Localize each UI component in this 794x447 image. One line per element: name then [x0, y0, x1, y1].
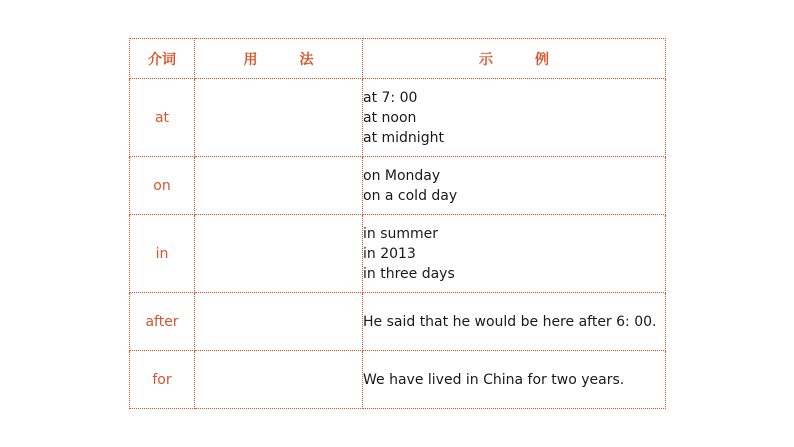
example-line: on a cold day: [363, 187, 458, 204]
preposition-table: [129, 38, 666, 409]
table-row: [130, 351, 666, 409]
example-cell: [363, 351, 666, 409]
header-usage: [195, 39, 363, 79]
example-line: at noon: [363, 109, 417, 126]
header-usage-char-2: 法: [299, 51, 314, 68]
header-preposition: 介词: [130, 39, 195, 79]
example-cell: [363, 157, 666, 215]
example-line: in summer: [363, 225, 439, 242]
usage-cell: [195, 215, 363, 293]
example-cell: [363, 215, 666, 293]
example-line: at 7: 00: [363, 89, 418, 106]
preposition-cell: after: [130, 293, 195, 351]
header-row: [130, 39, 666, 79]
header-usage-char-1: 用: [243, 51, 258, 68]
usage-cell: [195, 79, 363, 157]
preposition-cell: on: [130, 157, 195, 215]
table-row: [130, 293, 666, 351]
example-line: on Monday: [363, 167, 441, 184]
header-example-char-1: 示: [479, 51, 493, 68]
usage-cell: [195, 293, 363, 351]
usage-cell: [195, 157, 363, 215]
example-line: in three days: [363, 265, 455, 282]
preposition-cell: in: [130, 215, 195, 293]
table-row: [130, 215, 666, 293]
example-line: at midnight: [363, 129, 444, 146]
example-line: He said that he would be here after 6: 00.: [363, 313, 657, 330]
example-line: We have lived in China for two years.: [363, 371, 625, 388]
table-row: [130, 157, 666, 215]
example-cell: [363, 79, 666, 157]
table-row: [130, 79, 666, 157]
example-cell: [363, 293, 666, 351]
usage-cell: [195, 351, 363, 409]
example-line: in 2013: [363, 245, 416, 262]
header-example-char-2: 例: [535, 51, 549, 68]
preposition-cell: for: [130, 351, 195, 409]
header-example: [363, 39, 666, 79]
preposition-cell: at: [130, 79, 195, 157]
